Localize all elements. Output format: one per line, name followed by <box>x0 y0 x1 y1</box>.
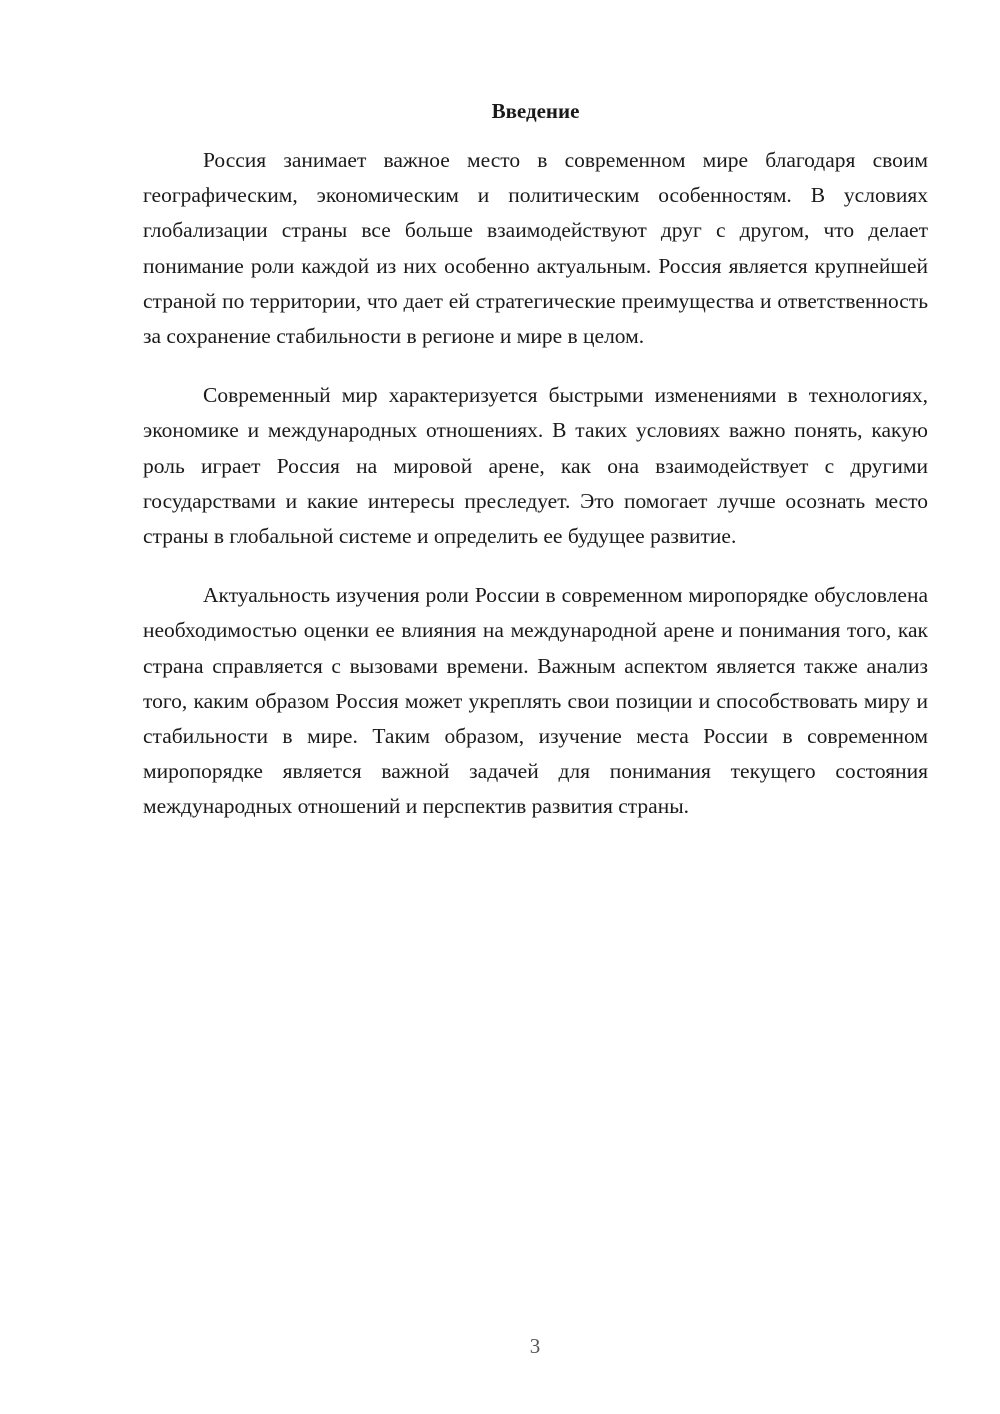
document-body <box>143 143 928 849</box>
paragraph-3: Актуальность изучения роли России в современном миропорядке обусловлена необходимостью оценки ее влияния на международной арене и понимания того, как страна справляется с вызовами времени. Важным аспектом является также анализ того, каким образом Россия может укреплять свои позиции и способствовать миру и стабильности в мире. Таким образом, изучение места России в современном миропорядке является важной задачей для понимания текущего состояния международных отношений и перспектив развития страны. <box>143 583 928 819</box>
page-number: 3 <box>529 1334 541 1358</box>
page-heading: Введение <box>491 99 580 123</box>
paragraph-1: Россия занимает важное место в современном мире благодаря своим географическим, экономическим и политическим особенностям. В условиях глобализации страны все больше взаимодействуют друг с другом, что делает понимание роли каждой из них особенно актуальным. Россия является крупнейшей страной по территории, что дает ей стратегические преимущества и ответственность за сохранение стабильности в регионе и мире в целом. <box>143 148 928 349</box>
paragraph-2: Современный мир характеризуется быстрыми изменениями в технологиях, экономике и международных отношениях. В таких условиях важно понять, какую роль играет Россия на мировой арене, как она взаимодействует с другими государствами и какие интересы преследует. Это помогает лучше осознать место страны в глобальной системе и определить ее будущее развитие. <box>143 383 928 549</box>
